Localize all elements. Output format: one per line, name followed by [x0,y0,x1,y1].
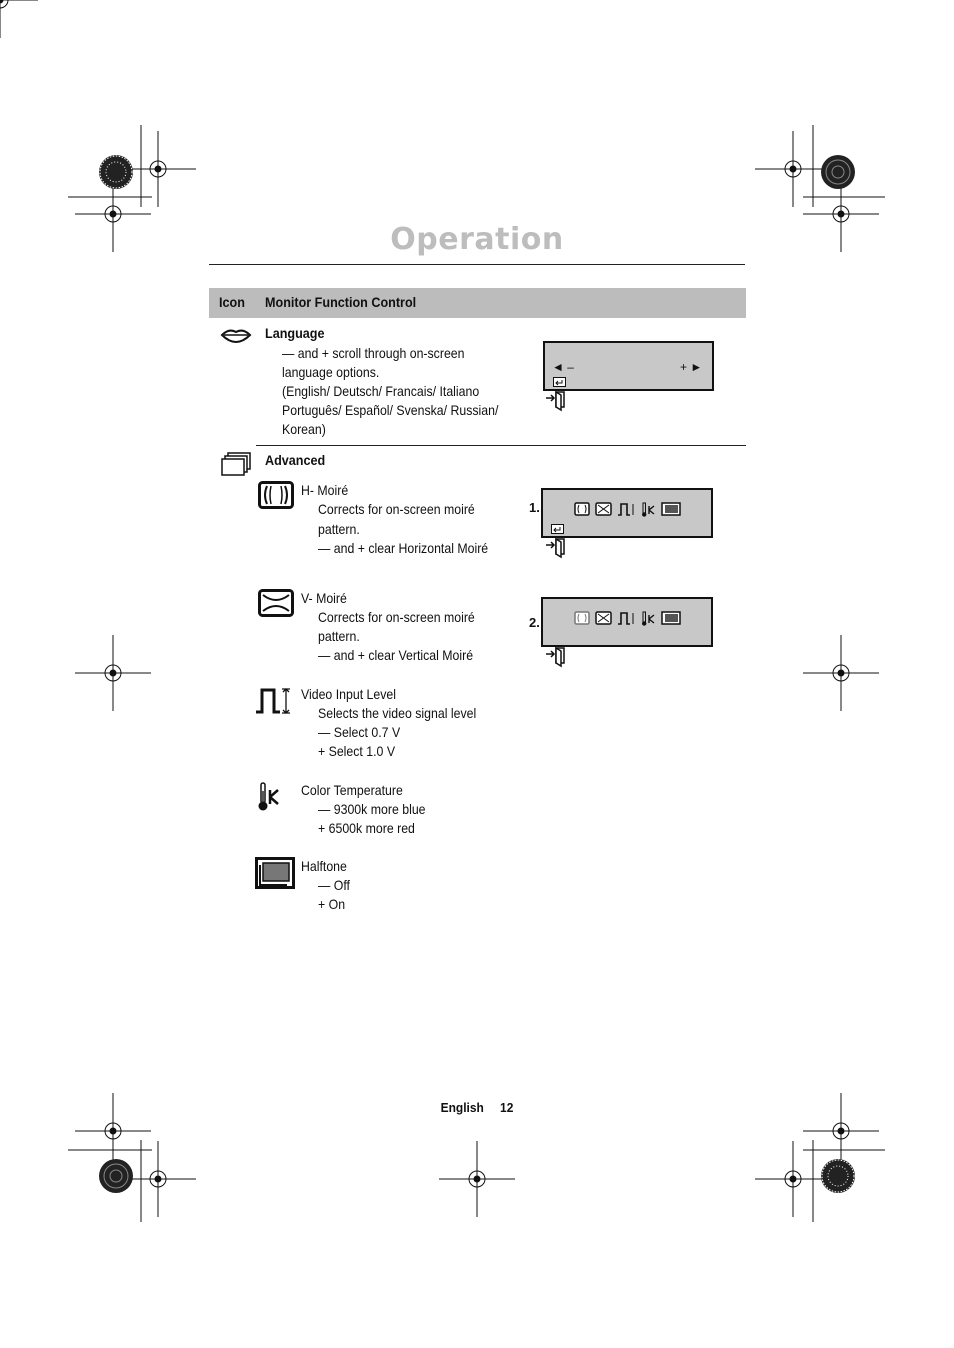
h-moire-line-1: Corrects for on-screen moiré [318,501,475,517]
advanced-heading: Advanced [265,452,326,468]
page-footer [38,1100,916,1115]
video-level-line-2: — Select 0.7 V [318,724,401,740]
header-function-column: Monitor Function Control [265,294,417,310]
video-level-icon [255,686,293,716]
v-moire-line-2: pattern. [318,628,360,644]
halftone-label: Halftone [301,858,347,874]
exit-door-icon-2 [545,647,567,667]
v-moire-line-1: Corrects for on-screen moiré [318,609,475,625]
video-level-line-1: Selects the video signal level [318,705,477,721]
video-level-label: Video Input Level [301,686,396,702]
osd-return-icon-1 [551,524,564,534]
v-moire-icon [258,589,294,617]
color-temp-line-2: + 6500k more red [318,820,415,836]
language-line-4: Português/ Español/ Svenska/ Russian/ [282,402,499,418]
page-number: 12 [500,1100,514,1115]
h-moire-icon [258,481,294,509]
osd-label-2: 2. [529,615,540,630]
osd-return-icon [553,377,566,387]
video-level-line-3: + Select 1.0 V [318,743,396,759]
row-divider [256,445,746,446]
osd-advanced-icons-2 [574,611,684,627]
color-temp-line-1: — 9300k more blue [318,801,426,817]
header-icon-column: Icon [219,294,245,310]
osd-advanced-icons-1 [574,502,684,518]
v-moire-label: V- Moiré [301,590,347,606]
language-line-3: (English/ Deutsch/ Francais/ Italiano [282,383,480,399]
language-line-5: Korean) [282,421,326,437]
halftone-line-2: + On [318,896,346,912]
v-moire-line-3: — and + clear Vertical Moiré [318,647,474,663]
h-moire-label: H- Moiré [301,482,349,498]
exit-door-icon-1 [545,538,567,558]
exit-door-icon [545,391,567,411]
language-line-2: language options. [282,364,380,380]
h-moire-line-2: pattern. [318,521,360,537]
thermometer-icon [257,782,285,812]
footer-language: English [440,1100,484,1115]
page-title: Operation [390,222,564,257]
halftone-line-1: — Off [318,877,350,893]
halftone-icon [255,857,295,889]
osd-right-arrow: + ► [680,360,703,374]
osd-left-arrow: ◄ – [552,360,574,374]
lips-icon [221,327,251,343]
osd-label-1: 1. [529,500,540,515]
color-temp-label: Color Temperature [301,782,403,798]
language-line-1: — and + scroll through on-screen [282,345,465,361]
title-divider [209,264,745,265]
language-heading: Language [265,325,325,341]
h-moire-line-3: — and + clear Horizontal Moiré [318,540,489,556]
advanced-windows-icon [221,452,251,476]
